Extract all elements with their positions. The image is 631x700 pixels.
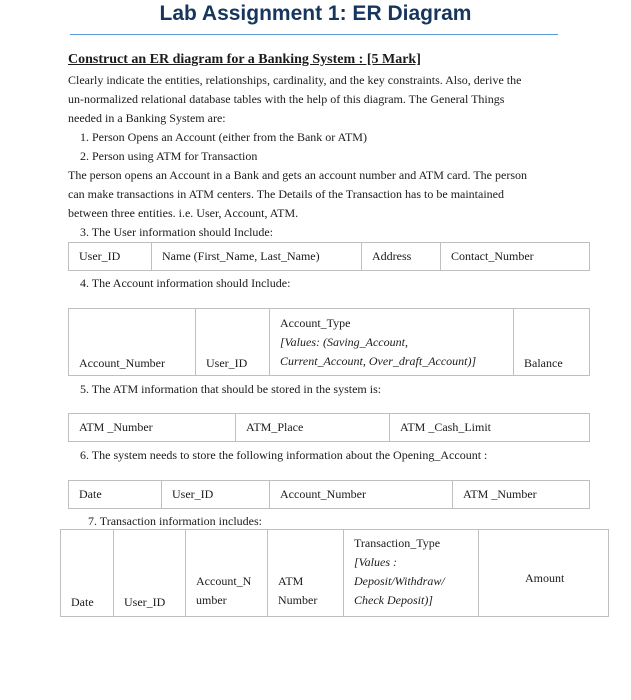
transaction-table-cell: User_ID bbox=[114, 530, 186, 617]
page-title: Lab Assignment 1: ER Diagram bbox=[159, 2, 472, 25]
account-type-cell bbox=[270, 309, 514, 376]
account-type-values: Current_Account, Over_draft_Account)] bbox=[280, 354, 477, 368]
intro-line-1: Clearly indicate the entities, relationships, cardinality, and the key constraints. Also, derive the bbox=[68, 73, 522, 87]
paragraph-line-1: The person opens an Account in a Bank and gets an account number and ATM card. The person bbox=[68, 168, 527, 182]
section-heading: Construct an ER diagram for a Banking System : [5 Mark] bbox=[68, 52, 421, 67]
list-item-7: 7. Transaction information includes: bbox=[88, 514, 262, 528]
transaction-atm-cell bbox=[268, 530, 344, 617]
paragraph-line-3: between three entities. i.e. User, Account, ATM. bbox=[68, 206, 299, 220]
list-item-1: 1. Person Opens an Account (either from the Bank or ATM) bbox=[80, 130, 367, 144]
atm-table-cell: ATM _Number bbox=[69, 414, 236, 442]
account-table-cell: Account_Number bbox=[69, 309, 196, 376]
opening-table-cell: Date bbox=[69, 481, 162, 509]
account-table-cell: Balance bbox=[514, 309, 590, 376]
atm-table-cell: ATM_Place bbox=[236, 414, 390, 442]
account-type-values: [Values: (Saving_Account, bbox=[280, 335, 408, 349]
opening-table-cell: User_ID bbox=[162, 481, 270, 509]
user-table-cell: Address bbox=[362, 243, 441, 271]
transaction-account-text: umber bbox=[196, 593, 227, 607]
list-item-2: 2. Person using ATM for Transaction bbox=[80, 149, 258, 163]
title-divider bbox=[70, 34, 558, 35]
user-table-cell: User_ID bbox=[69, 243, 152, 271]
transaction-table bbox=[60, 529, 609, 617]
list-item-3: 3. The User information should Include: bbox=[80, 225, 274, 239]
user-table bbox=[68, 242, 590, 271]
atm-table-cell: ATM _Cash_Limit bbox=[390, 414, 590, 442]
paragraph-line-2: can make transactions in ATM centers. The Details of the Transaction has to be maintained bbox=[68, 187, 505, 201]
transaction-type-cell bbox=[344, 530, 479, 617]
atm-table bbox=[68, 413, 590, 442]
intro-line-2: un-normalized relational database tables with the help of this diagram. The General Things bbox=[68, 92, 505, 106]
transaction-account-text: Account_N bbox=[196, 574, 252, 588]
user-table-cell: Contact_Number bbox=[441, 243, 590, 271]
list-item-4: 4. The Account information should Include: bbox=[80, 276, 291, 290]
account-table bbox=[68, 308, 590, 376]
transaction-type-values: Deposit/Withdraw/ bbox=[354, 574, 445, 588]
transaction-atm-text: ATM bbox=[278, 574, 304, 588]
transaction-atm-text: Number bbox=[278, 593, 318, 607]
list-item-5: 5. The ATM information that should be stored in the system is: bbox=[80, 382, 382, 396]
transaction-type-values: Check Deposit)] bbox=[354, 593, 433, 607]
transaction-account-cell bbox=[186, 530, 268, 617]
account-type-label: Account_Type bbox=[280, 316, 351, 330]
transaction-type-values: [Values : bbox=[354, 555, 397, 569]
opening-account-table bbox=[68, 480, 590, 509]
transaction-type-label: Transaction_Type bbox=[354, 536, 441, 550]
transaction-table-cell: Date bbox=[61, 530, 114, 617]
transaction-table-cell: Amount bbox=[479, 530, 609, 617]
opening-table-cell: Account_Number bbox=[270, 481, 453, 509]
account-table-cell: User_ID bbox=[196, 309, 270, 376]
list-item-6: 6. The system needs to store the following information about the Opening_Account : bbox=[80, 448, 488, 462]
intro-line-3: needed in a Banking System are: bbox=[68, 111, 226, 125]
user-table-cell: Name (First_Name, Last_Name) bbox=[152, 243, 362, 271]
opening-table-cell: ATM _Number bbox=[453, 481, 590, 509]
